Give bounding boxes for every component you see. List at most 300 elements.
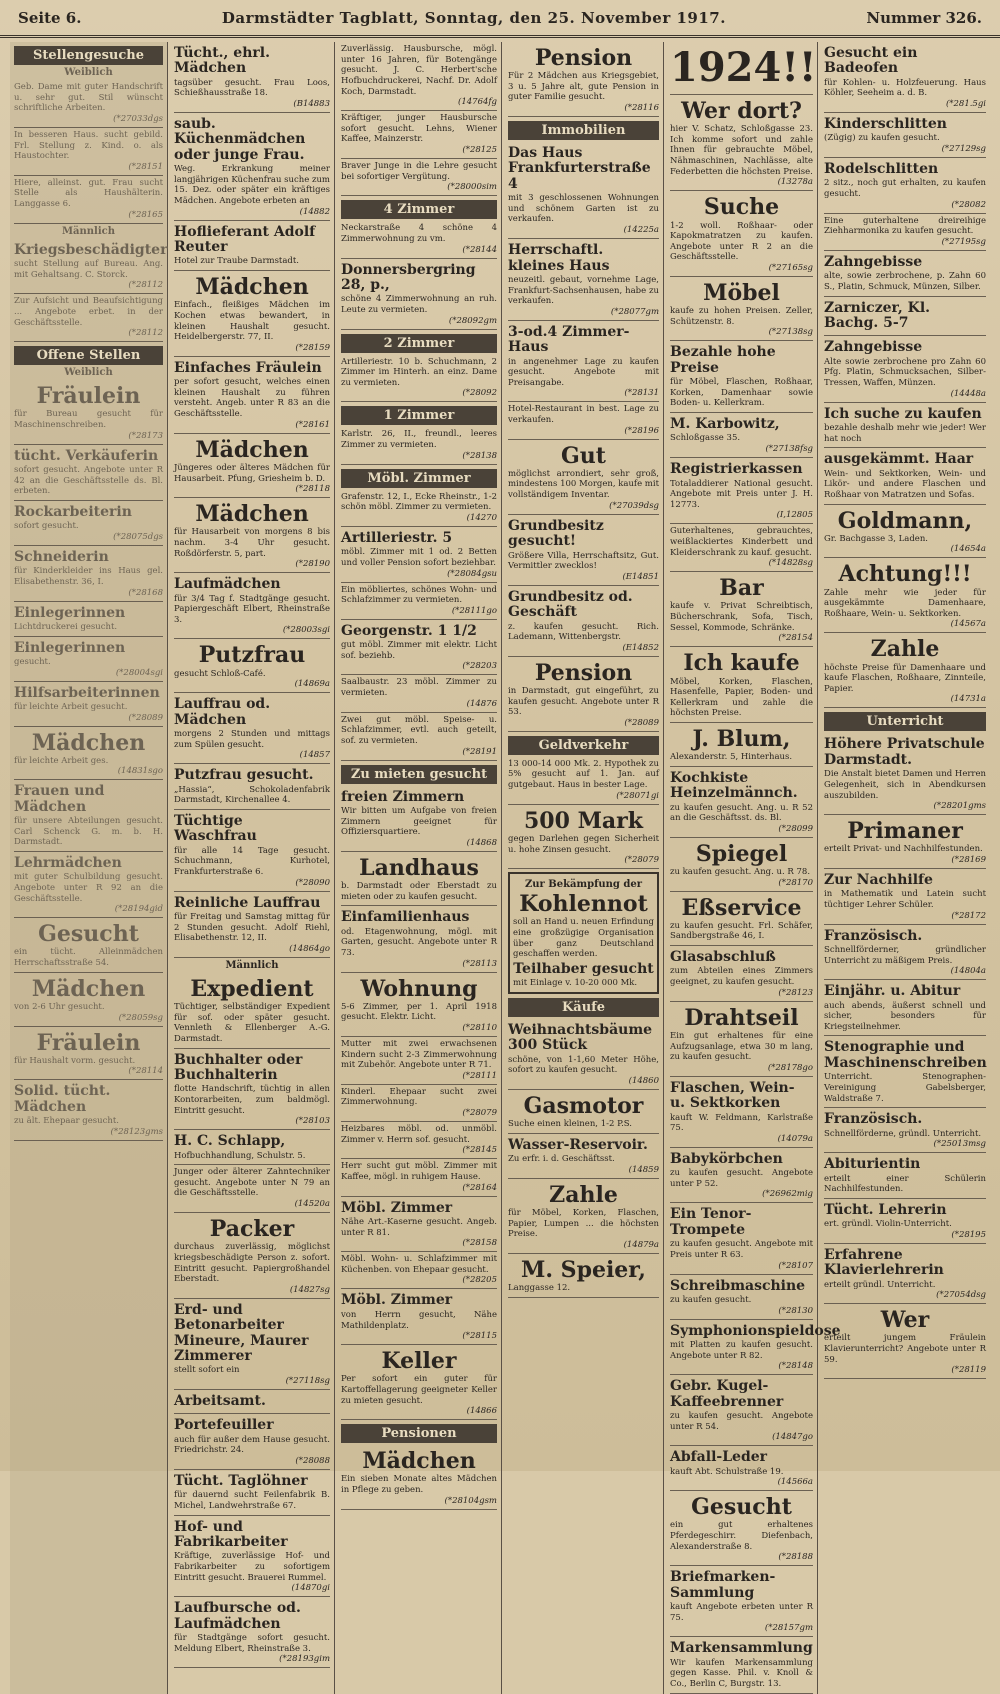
ad-body: Kinderl. Ehepaar sucht zwei Zimmerwohnung. <box>341 1086 497 1108</box>
classified-ad <box>670 1148 813 1204</box>
classified-ad <box>174 1049 330 1131</box>
ad-reference: (*26962mig <box>762 1189 813 1200</box>
ad-headline: Georgenstr. 1 1/2 <box>341 622 477 639</box>
ad-reference: (*27129sg <box>941 144 986 155</box>
ad-reference: (*28131 <box>624 388 659 399</box>
ad-body: Geb. Dame mit guter Handschrift u. sehr gut. Stil wünscht schriftliche Arbeiten. <box>14 82 163 114</box>
classified-ad <box>670 1637 813 1693</box>
classified-ad <box>670 892 813 946</box>
ad-headline: Laufmädchen <box>174 576 281 593</box>
classified-ad <box>508 515 659 586</box>
classified-ad <box>174 357 330 434</box>
ad-reference: (*28190 <box>295 559 330 570</box>
classified-ad <box>14 176 163 224</box>
ad-headline: Eßservice <box>681 894 802 921</box>
ad-headline: Gut <box>561 442 606 469</box>
ad-headline: Mädchen <box>195 274 309 301</box>
classified-ad <box>174 693 330 764</box>
ad-headline: Kinderschlitten <box>824 116 947 133</box>
page-label: Seite 6. <box>18 8 82 27</box>
ad-reference: (*28125 <box>462 145 497 155</box>
ad-headline: Möbel <box>703 280 780 306</box>
ad-body: für Bureau gesucht für Maschinenschreiben. <box>14 409 163 430</box>
ad-reference: (*28191 <box>462 746 497 757</box>
classified-ad <box>341 1345 497 1420</box>
ad-body: Wir bitten um Aufgabe von freien Zimmern geeignet für Offiziersquartiere. <box>341 805 497 838</box>
classified-ad <box>824 733 986 815</box>
ad-body: für leichte Arbeit gesucht. <box>14 701 128 712</box>
ad-headline: Laufbursche od. Laufmädchen <box>174 1600 301 1632</box>
ad-body: sofort gesucht. Angebote unter R 42 an die Geschäftsstelle ds. Bl. erbeten. <box>14 464 163 497</box>
ad-body: Langgasse 12. <box>508 1282 571 1293</box>
ad-body: für dauernd sucht Feilenfabrik B. Michel, Landwehrstraße 67. <box>174 1490 330 1512</box>
ad-headline: Erfahrene Klavierlehrerin <box>824 1246 944 1279</box>
ad-body: für Haushalt vorm. gesucht. <box>14 1055 136 1066</box>
ad-body: Schloßgasse 35. <box>670 433 741 444</box>
section-header: 1 Zimmer <box>341 406 497 425</box>
classified-ad <box>824 42 986 113</box>
classified-ad <box>14 973 163 1027</box>
ad-headline: Bezahle hohe Preise <box>670 344 776 376</box>
classified-ad <box>670 1203 813 1274</box>
classified-ad <box>508 1090 659 1134</box>
classified-ad <box>341 786 497 852</box>
ad-body: auch für außer dem Hause gesucht. Friedrichstr. 24. <box>174 1434 330 1456</box>
classified-ad <box>670 1320 841 1376</box>
ad-body: für leichte Arbeit ges. <box>14 755 109 766</box>
ad-headline: Gebr. Kugel-Kaffeebrenner <box>670 1378 784 1410</box>
section-subheader: Männlich <box>225 959 279 971</box>
ad-body: erteilt jungem Fräulein Klavierunterricht? Angebote unter R 59. <box>824 1333 986 1365</box>
ad-headline: Abiturientin <box>824 1156 921 1173</box>
ad-reference: (*28107 <box>778 1260 813 1271</box>
ad-reference: (*28092 <box>462 388 497 399</box>
ad-headline: Ich kaufe <box>683 650 800 677</box>
ad-reference: (*27165sg <box>768 263 813 273</box>
ad-reference: (*28088 <box>295 1456 330 1466</box>
box-body: soll an Hand u. neuen Erfindung eine großzügige Organisation über ganz Deutschland geschaffen werden. <box>513 917 654 960</box>
ad-headline: Markensammlung <box>670 1640 813 1657</box>
ad-reference: (*28138 <box>462 450 497 461</box>
ad-headline: Mädchen <box>195 436 309 463</box>
ad-reference: (*28194gid <box>114 904 163 915</box>
ad-reference: (*27054dsg <box>936 1290 986 1301</box>
ad-reference: (*28084gsu <box>447 568 497 579</box>
section-header: 4 Zimmer <box>341 200 497 219</box>
ad-reference: (*28130 <box>778 1305 813 1316</box>
kohlennot-box <box>508 872 659 994</box>
ad-headline: Drahtseil <box>684 1004 799 1031</box>
classified-ad <box>14 239 168 295</box>
ad-reference: (*28170 <box>778 877 813 888</box>
ad-body: 13 000-14 000 Mk. 2. Hypothek zu 5% gesucht auf 1. Jan. auf gutgebaut. Haus in bester Lage. <box>508 758 659 791</box>
classified-ad <box>14 445 163 501</box>
classified-ad <box>341 259 497 330</box>
ad-reference: (*28159 <box>295 342 330 353</box>
ad-headline: Wer dort? <box>681 98 802 124</box>
ad-headline: Hilfsarbeiterinnen <box>14 684 160 701</box>
classified-ad <box>341 42 497 111</box>
ad-body: durchaus zuverlässig, möglichst kriegsbeschädigte Person z. sofort. Eintritt gesucht. Papiergroßhandel Eberstadt. <box>174 1242 330 1285</box>
ad-reference: (*28195 <box>951 1229 986 1240</box>
ad-reference: (*28201gms <box>933 801 986 812</box>
ad-reference: (*28196 <box>624 425 659 436</box>
ad-reference: (*28164 <box>462 1182 497 1193</box>
ad-body: Saalbaustr. 23 möbl. Zimmer zu vermieten. <box>341 677 497 699</box>
ad-body: mit guter Schulbildung gesucht. Angebote unter R 92 an die Geschäftsstelle. <box>14 872 163 904</box>
ad-reference: (*28089 <box>624 717 659 728</box>
classified-ad <box>341 1037 497 1085</box>
classified-ad <box>824 815 986 869</box>
ad-body: für Möbel, Flaschen, Roßhaar, Korken, Damenhaar sowie Boden- u. Kellerkram. <box>670 377 813 409</box>
ad-reference: (*28113 <box>462 958 497 969</box>
ad-reference: (*28003sgi <box>282 625 330 636</box>
classified-ad <box>824 251 986 297</box>
ad-headline: ausgekämmt. Haar <box>824 451 974 468</box>
ad-headline: Französisch. <box>824 1111 923 1128</box>
ad-reference: (*28089 <box>128 712 163 723</box>
ad-body: Kräftiger, junger Hausbursche sofort gesucht. Lehns, Wiener Kaffee, Mainzerstr. <box>341 113 497 145</box>
ad-headline: Lauffrau od. Mädchen <box>174 696 271 728</box>
classified-ad <box>341 111 497 159</box>
classified-ad <box>341 427 497 464</box>
classified-ad <box>824 297 986 337</box>
ad-headline: Gesucht ein Badeofen <box>824 45 918 77</box>
ad-body: Alte sowie zerbrochene pro Zahn 60 Pfg. Platin, Schmucksachen, Silber-Tressen, Waffen, Münzen. <box>824 356 986 388</box>
ad-headline: Zahle <box>549 1181 618 1208</box>
ad-reference: (*25013msg <box>933 1139 986 1150</box>
ad-body: Mutter mit zwei erwachsenen Kindern sucht 2-3 Zimmerwohnung mit Zubehör. Angebote unter R 71. <box>341 1038 497 1071</box>
classified-ad <box>341 490 497 527</box>
section-header: Offene Stellen <box>14 346 163 365</box>
ad-body: schöne 4 Zimmerwohnung an ruh. Leute zu vermieten. <box>341 294 497 315</box>
classified-ad <box>174 113 330 221</box>
ad-headline: Zarniczer, Kl. Bachg. 5-7 <box>824 299 931 331</box>
classified-ad <box>670 1077 813 1148</box>
ad-reference: (14866 <box>466 1406 497 1417</box>
ad-reference: (*28059sg <box>118 1012 163 1023</box>
ad-reference: (*27039dsg <box>609 500 659 511</box>
ad-body: kaufe zu hohen Preisen. Zeller, Schützenstr. 8. <box>670 306 813 327</box>
classified-ad <box>14 80 163 128</box>
ad-reference: (*28203 <box>462 661 497 672</box>
ad-body: gut möbl. Zimmer mit elektr. Licht sof. beziehb. <box>341 640 497 661</box>
ad-headline: Hoflieferant Adolf Reuter <box>174 223 316 256</box>
ad-reference: (*28099 <box>778 823 813 834</box>
classified-ad <box>174 1130 330 1165</box>
ad-headline: Hof- und Fabrikarbeiter <box>174 1518 288 1551</box>
ad-body: Hofbuchhandlung, Schulstr. 5. <box>174 1150 306 1161</box>
classified-ad <box>508 1019 659 1090</box>
section-header: Unterricht <box>824 712 986 731</box>
ad-body: hier V. Schatz, Schloßgasse 23. Ich komme sofort und zahle Ihnen für gebrauchte Möbel, Nähmaschinen, Nachlässe, alte Federbetten die höchsten Preise. <box>670 124 813 177</box>
ad-reference: (*28188 <box>778 1552 813 1563</box>
ad-headline: Arbeitsamt. <box>174 1392 266 1409</box>
ad-reference: (*28123 <box>778 987 813 998</box>
section-header: Stellengesuche <box>14 46 163 65</box>
ad-body: Totaladdierer National gesucht. Angebote mit Preis unter J. H. 12773. <box>670 478 813 510</box>
ad-reference: (14827sg <box>289 1284 330 1295</box>
ad-body: kauft W. Feldmann, Karlstraße 75. <box>670 1112 813 1134</box>
ad-body: erteilt Privat- und Nachhilfestunden. <box>824 844 983 855</box>
ad-headline: Erd- und Betonarbeiter Mineure, Maurer Zimmerer <box>174 1301 309 1364</box>
ad-headline: Rockarbeiterin <box>14 503 132 520</box>
ad-body: von Herrn gesucht, Nähe Mathildenplatz. <box>341 1309 497 1331</box>
section-subheader: Männlich <box>61 225 116 237</box>
ad-body: bezahle deshalb mehr wie jeder! Wer hat noch <box>824 423 986 444</box>
ad-reference: (14879a <box>623 1239 659 1250</box>
ad-headline: Einfaches Fräulein <box>174 359 322 376</box>
ad-body: od. Etagenwohnung, mögl. mit Garten, gesucht. Angebote unter R 73. <box>341 926 497 958</box>
classified-ad <box>174 1597 330 1668</box>
ad-reference: (*28118 <box>295 484 330 495</box>
ad-reference: (*28112 <box>128 328 163 339</box>
ad-body: zu ält. Ehepaar gesucht. <box>14 1116 119 1127</box>
ad-reference: (E14852 <box>622 642 659 653</box>
ad-body: Zahle mehr wie jeder für ausgekämmte Damenhaare, Roßhaare, Wein- u. Sektkorken. <box>824 587 986 619</box>
classified-ad <box>14 501 163 546</box>
ad-headline: Pension <box>534 659 633 686</box>
ad-body: Karlstr. 26, II., freundl., leeres Zimmer zu vermieten. <box>341 429 497 451</box>
ad-body: stellt sofort ein <box>174 1365 240 1376</box>
ad-reference: (*28165 <box>128 209 163 220</box>
classified-ad <box>174 1470 330 1516</box>
ad-body: kauft Abt. Schulstraße 19. <box>670 1466 784 1477</box>
section-header: Pensionen <box>341 1424 497 1443</box>
classified-ad <box>824 403 986 449</box>
classified-ad <box>14 727 163 781</box>
classified-ad <box>14 380 163 444</box>
ad-headline: Das Haus Frankfurterstraße 4 <box>508 145 651 192</box>
ad-body: mit 3 geschlossenen Wohnungen und schönem Garten ist zu verkaufen. <box>508 193 659 225</box>
classified-ad <box>508 1134 659 1179</box>
ad-headline: Achtung!!! <box>838 561 972 588</box>
ad-headline: Zahngebisse <box>824 253 923 270</box>
masthead-title: Darmstädter Tagblatt, Sonntag, den 25. November 1917. <box>221 8 726 27</box>
classified-ad <box>824 980 986 1036</box>
ad-headline: Putzfrau gesucht. <box>174 767 314 784</box>
ad-body: Kräftige, zuverlässige Hof- und Fabrikarbeiter zu sofortigem Eintritt gesucht. Brauerei Rummel. <box>174 1551 330 1583</box>
ad-headline: Glasabschluß <box>670 949 776 966</box>
ad-body: Nähe Art.-Kaserne gesucht. Angeb. unter R 81. <box>341 1216 497 1238</box>
classified-ad <box>508 657 659 732</box>
ad-headline: Einlegerinnen <box>14 639 126 656</box>
classified-ad <box>174 271 330 357</box>
ad-reference: (*27118sg <box>285 1375 330 1386</box>
ad-reference: (*28169 <box>951 854 986 865</box>
ad-reference: (14520a <box>294 1199 330 1210</box>
ad-body: Braver Junge in die Lehre gesucht bei sofortiger Vergütung. <box>341 161 497 182</box>
ad-body: Eine guterhaltene dreireihige Ziehharmonika zu kaufen gesucht. <box>824 215 986 237</box>
classified-ad <box>824 633 986 708</box>
ad-body: Möbel, Korken, Flaschen, Hasenfelle, Papier, Boden- und Kellerkram und zahle die höchsten Preise. <box>670 676 813 719</box>
classified-ad <box>174 1390 330 1414</box>
classified-ad <box>341 1445 497 1509</box>
ad-reference: (*28157gm <box>764 1623 813 1634</box>
ad-reference: (14859 <box>628 1164 659 1175</box>
classified-ad <box>341 1289 497 1345</box>
ad-reference: (*28178go <box>767 1062 813 1073</box>
classified-ad <box>341 906 497 972</box>
column-1 <box>10 42 168 1694</box>
classified-ad <box>174 892 330 958</box>
classified-ad <box>670 572 813 647</box>
ad-headline: Keller <box>381 1348 457 1375</box>
classified-ad <box>824 558 986 633</box>
ad-headline: Zur Nachhilfe <box>824 871 933 888</box>
ad-reference: (E14851 <box>622 571 659 582</box>
ad-reference: (14764fg <box>458 97 497 108</box>
ad-body: für Hausarbeit von morgens 8 bis nachm. 3-4 Uhr gesucht. Roßdörferstr. 5, part. <box>174 527 330 559</box>
ad-body: zu kaufen gesucht. <box>670 1294 752 1305</box>
ad-reference: (14868 <box>466 837 497 848</box>
ad-body: Wir kaufen Markensammlung gegen Kasse. Phil. v. Knoll & Co., Berlin C, Burgstr. 13. <box>670 1657 813 1689</box>
classified-ad <box>174 1299 330 1390</box>
ad-headline: Einlegerinnen <box>14 604 126 621</box>
column-4 <box>504 42 664 1694</box>
ad-reference: (*28161 <box>295 419 330 430</box>
classified-ad <box>670 946 813 1002</box>
ad-body: sucht Stellung auf Bureau. Ang. mit Gehaltsang. C. Storck. <box>14 259 163 280</box>
ad-reference: (*28172 <box>951 910 986 921</box>
ad-reference: (*28158 <box>462 1238 497 1249</box>
section-subheader: Weiblich <box>64 367 113 379</box>
ad-headline: Wasser-Reservoir. <box>508 1136 648 1153</box>
ad-body: Ein möbliertes, schönes Wohn- und Schlafzimmer zu vermieten. <box>341 584 497 606</box>
classified-ad <box>824 1244 986 1304</box>
ad-headline: Fräulein <box>36 383 141 410</box>
ad-headline: Mädchen <box>195 501 309 528</box>
ad-body: Einfach., fleißiges Mädchen im Kochen etwas bewandert, in kleinen Haushalt gesucht. Heidelbergerstr. 77, II. <box>174 300 330 343</box>
ad-body: gegen Darlehen gegen Sicherheit u. hohe Zinsen gesucht. <box>508 833 659 855</box>
classified-ad <box>14 1080 163 1140</box>
ad-reference: (14847go <box>772 1432 813 1443</box>
ad-reference: (B14883 <box>293 99 330 110</box>
ad-headline: Wer <box>880 1307 930 1334</box>
ad-reference: (*28077gm <box>610 306 659 317</box>
ad-headline: Tücht., ehrl. Mädchen <box>174 45 270 77</box>
classified-ad <box>174 1516 330 1598</box>
section-header: Geldverkehr <box>508 736 659 755</box>
classified-ad <box>670 42 817 95</box>
ad-headline: Herrschaftl. kleines Haus <box>508 242 610 274</box>
classified-ad <box>341 713 497 761</box>
ad-headline: Flaschen, Wein- u. Sektkorken <box>670 1079 795 1112</box>
ad-reference: (*28110 <box>462 1022 497 1033</box>
classified-ad <box>670 524 813 572</box>
classified-ad <box>174 1414 330 1470</box>
ad-body: 1-2 woll. Roßhaar- oder Kapokmatratzen zu kaufen. Angebote unter R 2 an die Geschäftsstelle. <box>670 220 813 263</box>
classified-ad <box>174 1213 330 1299</box>
ad-headline: Möbl. Zimmer <box>341 1199 453 1216</box>
ad-body: z. kaufen gesucht. Rich. Lademann, Wittenbergstr. <box>508 621 659 643</box>
classified-ad <box>670 1375 813 1446</box>
classified-ad <box>508 402 659 439</box>
ad-body: in Darmstadt, gut eingeführt, zu kaufen gesucht. Angebote unter R 53. <box>508 685 659 718</box>
classified-ad <box>508 239 659 321</box>
classified-ad <box>341 221 497 258</box>
ad-body: zu kaufen gesucht. Ang. u. R 78. <box>670 867 811 878</box>
ad-headline: freien Zimmern <box>341 788 465 805</box>
ad-body: zu kaufen gesucht. Frl. Schäfer, Sandbergstraße 46, I. <box>670 920 813 942</box>
ad-body: gesucht. <box>14 656 51 667</box>
ad-body: Gr. Bachgasse 3, Laden. <box>824 533 929 544</box>
ad-body: Junger oder älterer Zahntechniker gesucht. Angebote unter N 79 an die Geschäftsstelle. <box>174 1167 330 1199</box>
classified-ad <box>341 583 497 620</box>
ad-body: kaufe v. Privat Schreibtisch, Bücherschrank, Sofa, Tisch, Sessel, Kommode, Schränke. <box>670 601 813 633</box>
classified-ad <box>670 413 813 458</box>
classified-ad <box>670 191 813 277</box>
ad-headline: Spiegel <box>695 840 788 867</box>
ad-headline: Bar <box>719 575 764 602</box>
ad-reference: (*28079 <box>624 855 659 866</box>
ad-body: Schnellförderne, gründl. Unterricht. <box>824 1128 982 1139</box>
ad-body: Herr sucht gut möbl. Zimmer mit Kaffee, mögl. in ruhigem Hause. <box>341 1161 497 1182</box>
ad-reference: (*28111go <box>451 605 497 616</box>
ad-reference: (*28103 <box>295 1116 330 1127</box>
classified-ad <box>824 448 986 504</box>
ad-headline: Symphonionspieldose <box>670 1322 841 1339</box>
section-subheader: Weiblich <box>64 67 113 78</box>
ad-headline: Grundbesitz gesucht! <box>508 517 604 550</box>
ad-headline: Suche <box>703 194 780 221</box>
ad-reference: (*27138fsg <box>765 444 813 455</box>
classified-ad <box>341 159 497 196</box>
classified-ad <box>824 1199 986 1244</box>
ad-headline: Ein Tenor-Trompete <box>670 1206 752 1238</box>
ad-reference: (14079a <box>777 1133 813 1144</box>
ad-reference: (*28004sgi <box>115 667 163 678</box>
classified-ad <box>14 546 163 602</box>
ad-body: Zwei gut möbl. Speise- u. Schlafzimmer, evtl. auch geteilt, sof. zu vermieten. <box>341 714 497 746</box>
box-headline: Kohlennot <box>519 891 648 918</box>
ad-headline: Schreibmaschine <box>670 1277 806 1294</box>
ad-headline: Einjähr. u. Abitur <box>824 983 961 1000</box>
ad-reference: (14857 <box>299 750 330 761</box>
classified-ad <box>670 277 813 341</box>
issue-number: Nummer 326. <box>866 8 982 27</box>
ad-body: mit Platten zu kaufen gesucht. Angebote unter R 82. <box>670 1339 813 1361</box>
ad-body: zum Abteilen eines Zimmers geeignet, zu kaufen gesucht. <box>670 966 813 988</box>
classified-ad <box>670 341 813 413</box>
ad-body: gesucht Schloß-Café. <box>174 668 266 679</box>
ad-body: Tüchtiger, selbständiger Expedient für sof. oder später gesucht. Vennleth & Ellenberger A.-G. Darmstadt. <box>174 1002 330 1044</box>
ad-body: Lichtdruckerei gesucht. <box>14 621 118 632</box>
ad-body: Alexanderstr. 5, Hinterhaus. <box>670 752 793 763</box>
ad-headline: Zahle <box>870 636 940 663</box>
classified-ad <box>670 458 813 524</box>
ad-body: Guterhaltenes, gebrauchtes, weißlackiertes Kinderbett und Kleiderschrank zu kauf. gesucht. <box>670 526 813 558</box>
ad-body: Zur Aufsicht und Beaufsichtigung ... Angebote erbet. in der Geschäftsstelle. <box>14 296 163 328</box>
ad-headline: Tücht. Taglöhner <box>174 1473 308 1489</box>
classified-ad <box>670 767 813 838</box>
ad-body: In besseren Haus. sucht gebild. Frl. Stellung z. Kind. o. als Haustochter. <box>14 129 163 162</box>
ad-body: für alle 14 Tage gesucht. Schuchmann, Kurhotel, Frankfurterstraße 6. <box>174 845 330 877</box>
classified-ad <box>14 918 163 972</box>
classified-ad <box>341 973 497 1037</box>
ad-headline: Landhaus <box>359 854 479 881</box>
ad-body: ein gut erhaltenes Pferdegeschirr. Diefenbach, Alexanderstraße 8. <box>670 1520 813 1552</box>
ad-body: zu kaufen gesucht. Ang. u. R 52 an die Geschäftsst. ds. Bl. <box>670 802 813 824</box>
ad-body: Möbl. Wohn- u. Schlafzimmer mit Küchenben. von Ehepaar gesucht. <box>341 1254 497 1275</box>
classified-ad <box>508 1254 659 1298</box>
ad-body: für 3/4 Tag f. Stadtgänge gesucht. Papiergeschäft Elbert, Rheinstraße 3. <box>174 593 330 625</box>
ad-headline: Stenographie und Maschinenschreiben <box>824 1039 987 1071</box>
ad-reference: (*28071gi <box>616 790 659 801</box>
ad-headline: Höhere Privatschule Darmstadt. <box>824 736 985 768</box>
ad-body: Zuverlässig. Hausbursche, mögl. unter 16 Jahren, für Botengänge gesucht. J. C. Herbert'sche Hofbuchdruckerei, Nachf. Dr. Adolf Koch, Darmstadt. <box>341 44 497 97</box>
classified-ad <box>670 723 813 767</box>
